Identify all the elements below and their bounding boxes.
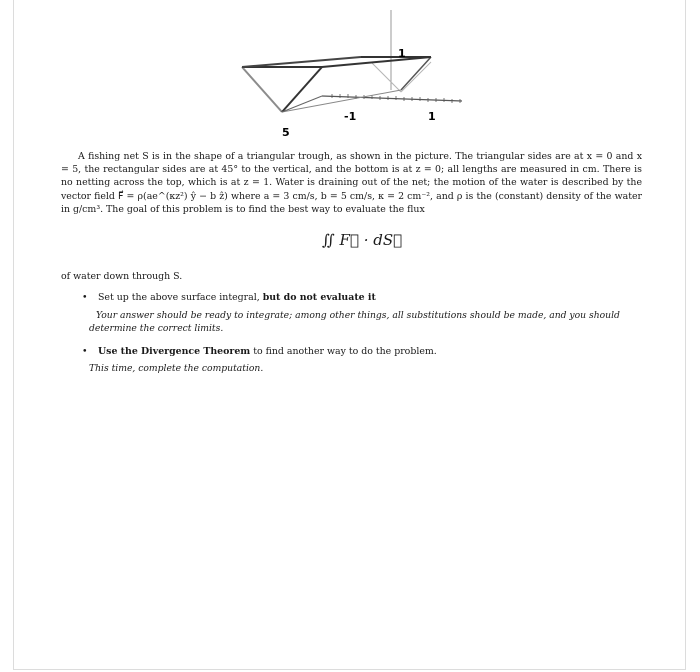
- front-edge-left: [242, 67, 282, 112]
- problem-paragraph: A fishing net S is in the shape of a triangular trough, as shown in the picture. The triangular sides are at x = 0 and x = 5, the rectangular sides are at 45° to the vertical, and the bottom is at z = 0; all lengths are measured in cm. There is no netting across the top, which is at z = 1. Water is draining out of the net; the motion of the water is described by the vector field F⃗ = ρ(ae^(κz²) ŷ − b ẑ) where a = 3 cm/s, b = 5 cm/s, κ = 2 cm⁻², and ρ is the (constant) density of the water in g/cm³. The goal of this problem is to find the best way to evaluate the flux: [61, 151, 642, 215]
- note-setup: Your answer should be ready to integrate; among other things, all substitutions should be made, and you should determine the correct limits.: [89, 310, 620, 334]
- y-pos-label: 1: [428, 110, 436, 123]
- y-neg-label: -1: [344, 110, 357, 123]
- x-axis-label: 5: [282, 126, 290, 139]
- bullet-icon: •: [82, 292, 88, 303]
- hidden-edge: [401, 62, 431, 92]
- flux-integral: ∬ F⃗ · dS⃗: [322, 231, 403, 249]
- hidden-edge: [371, 62, 401, 92]
- trough-figure: [14, 0, 687, 145]
- bullet-icon: •: [82, 346, 88, 357]
- note-divergence: This time, complete the computation.: [89, 363, 264, 374]
- bullet1-bold: but do not evaluate it: [262, 292, 376, 303]
- bullet2-bold: Use the Divergence Theorem: [98, 346, 251, 357]
- back-edge-right: [401, 57, 431, 90]
- z-axis-label: 1: [398, 47, 406, 60]
- document-page: [13, 0, 686, 670]
- bullet-item-divergence: [82, 346, 437, 357]
- bullet2-text: to find another way to do the problem.: [250, 346, 437, 357]
- bullet1-text: Set up the above surface integral,: [98, 292, 263, 303]
- after-text: of water down through S.: [61, 271, 183, 282]
- bullet-item-setup: [82, 292, 376, 303]
